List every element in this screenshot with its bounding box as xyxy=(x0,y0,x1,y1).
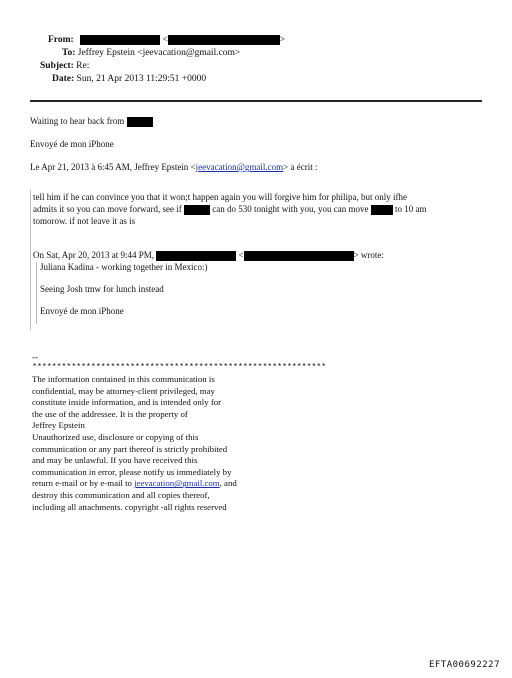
subject-label: Subject: xyxy=(40,61,74,71)
message-line-3: tomorow. if not leave it as is xyxy=(33,216,136,226)
redaction-block xyxy=(371,205,393,215)
disclaimer-line: the use of the addressee. It is the property of xyxy=(32,408,188,419)
disclaimer-line: Jeffrey Epstein xyxy=(32,420,85,431)
date-row xyxy=(52,73,206,85)
bates-number: EFTA00692227 xyxy=(428,660,500,670)
josh-line: Seeing Josh tmw for lunch instead xyxy=(40,284,164,294)
quote-bar-inner xyxy=(36,262,37,324)
subject-value: Re: xyxy=(76,61,90,71)
subject-row xyxy=(40,60,89,72)
redaction-block xyxy=(127,117,153,127)
from-row xyxy=(48,34,285,46)
envoye-line-2: Envoyé de mon iPhone xyxy=(40,306,124,316)
disclaimer-line: constitute inside information, and is intended only for xyxy=(32,397,222,408)
redaction-block xyxy=(184,205,210,215)
redaction-block xyxy=(80,35,160,45)
disclaimer-line: destroy this communication and all copies thereof, xyxy=(32,489,210,500)
signature-stars: ************************************************************ xyxy=(32,362,327,372)
msg-line2-b: can do 530 tonight with you, you can move xyxy=(212,204,369,214)
wrote-suffix: > wrote: xyxy=(353,250,384,260)
disclaimer-block xyxy=(32,374,332,513)
disclaimer-email-link[interactable]: jeevacation@gmail.com xyxy=(134,478,220,489)
msg-line2-a: admits it so you can move forward, see if xyxy=(33,204,182,214)
from-lt: < xyxy=(162,35,168,45)
msg-line2-c: to 10 am xyxy=(394,204,427,214)
wrote-line xyxy=(33,250,384,261)
to-row xyxy=(62,47,240,59)
to-label: To: xyxy=(62,48,76,58)
date-value: Sun, 21 Apr 2013 11:29:51 +0000 xyxy=(76,74,207,84)
waiting-line xyxy=(30,116,153,127)
waiting-text: Waiting to hear back from xyxy=(30,116,125,126)
redaction-block xyxy=(156,251,236,261)
disclaimer-line: confidential, may be attorney-client privileged, may xyxy=(32,385,215,396)
from-gt: > xyxy=(279,35,286,45)
quote-intro-prefix: Le Apr 21, 2013 à 6:45 AM, Jeffrey Epstein < xyxy=(30,162,196,172)
email-link[interactable]: jeevacation@gmail.com xyxy=(195,162,284,172)
disclaimer-line: communication in error, please notify us immediately by xyxy=(32,466,232,477)
disclaimer-line: including all attachments. copyright -all rights reserved xyxy=(32,501,227,512)
disclaimer-line: Unauthorized use, disclosure or copying of this xyxy=(32,431,199,442)
return-suffix: , and xyxy=(219,478,237,489)
redaction-block xyxy=(168,35,280,45)
envoye-line-1: Envoyé de mon iPhone xyxy=(30,139,114,149)
quote-intro-suffix: > a écrit : xyxy=(283,162,318,172)
juliana-line: Juliana Kadina - working together in Mexico:) xyxy=(40,262,208,272)
date-label: Date: xyxy=(52,74,75,84)
from-label: From: xyxy=(48,35,74,45)
to-value: Jeffrey Epstein <jeevacation@gmail.com> xyxy=(77,48,241,58)
message-line-1: tell him if he can convince you that it won;t happen again you will forgive him for philipa, but only ifhe xyxy=(33,192,408,202)
message-line-2 xyxy=(33,204,426,215)
wrote-lt: < xyxy=(238,250,244,260)
quote-bar-outer xyxy=(30,190,31,330)
disclaimer-line: The information contained in this communication is xyxy=(32,374,215,384)
disclaimer-line: and may be unlawful. If you have received this xyxy=(32,455,198,466)
wrote-prefix: On Sat, Apr 20, 2013 at 9:44 PM, xyxy=(33,250,155,260)
redaction-block xyxy=(244,251,354,261)
signature-dash: -- xyxy=(32,352,38,362)
disclaimer-line: communication or any part thereof is strictly prohibited xyxy=(32,443,228,454)
header-divider xyxy=(30,100,482,102)
quote-intro-line xyxy=(30,162,317,173)
disclaimer-line-return xyxy=(32,478,332,490)
return-prefix: return e-mail or by e-mail to xyxy=(32,478,135,489)
